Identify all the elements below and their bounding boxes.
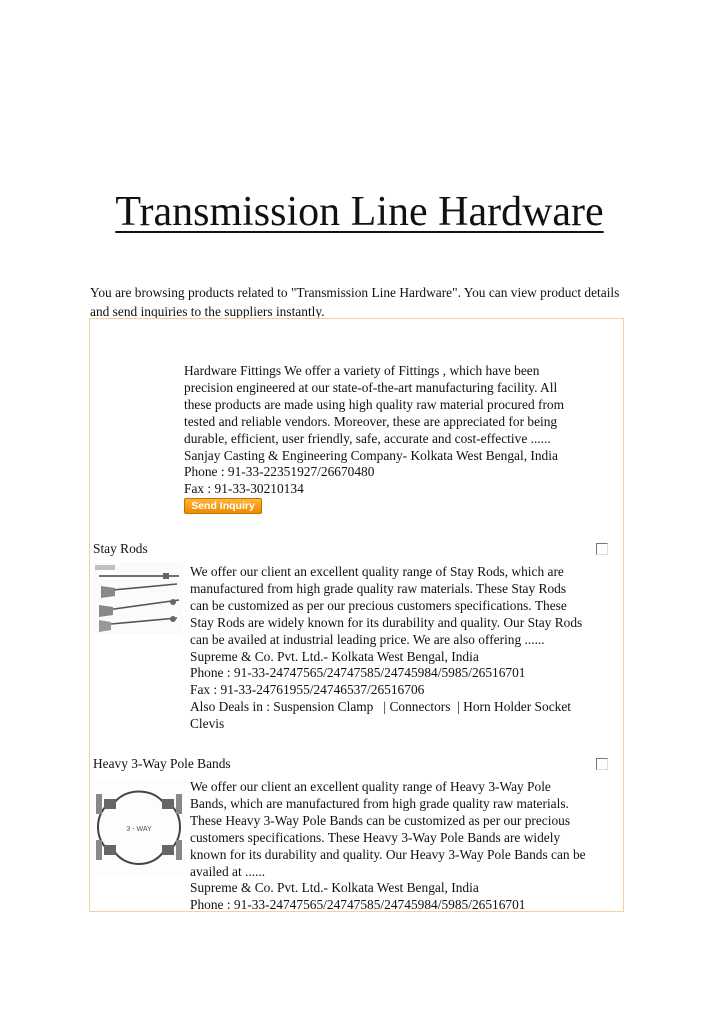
- description-line: Stay Rods are widely known for its durability and quality. Our Stay Rods: [190, 614, 583, 630]
- description-line: Hardware Fittings We offer a variety of Fittings , which have been: [184, 363, 540, 378]
- also-deals-in[interactable]: Also Deals in : Suspension Clamp | Connectors | Horn Holder Socket: [190, 699, 572, 715]
- supplier-name[interactable]: Supreme & Co. Pvt. Ltd.- Kolkata West Bengal, India: [190, 648, 479, 664]
- description-line: customers specifications. These Heavy 3-Way Pole Bands are widely: [190, 829, 561, 845]
- description-line: availed at ......: [190, 863, 266, 879]
- description-line: tested and reliable vendors. Moreover, these are appreciated for being: [184, 413, 558, 429]
- supplier-phone: Phone : 91-33-24747565/24747585/24745984/5985/26516701: [190, 897, 526, 913]
- supplier-name[interactable]: Sanjay Casting & Engineering Company- Kolkata West Bengal, India: [184, 447, 558, 463]
- supplier-phone: Phone : 91-33-22351927/26670480: [184, 464, 375, 480]
- select-checkbox-stay-rods[interactable]: [596, 543, 608, 555]
- product-title-stay-rods[interactable]: Stay Rods: [93, 541, 148, 556]
- image-label-3-way: 3 - WAY: [126, 826, 152, 833]
- supplier-fax: Fax : 91-33-24761955/24746537/26516706: [190, 682, 425, 698]
- select-checkbox-pole-bands[interactable]: [596, 758, 608, 770]
- pole-band-image[interactable]: [93, 779, 185, 877]
- send-inquiry-button[interactable]: Send Inquiry: [184, 498, 262, 514]
- product-title-pole-bands[interactable]: Heavy 3-Way Pole Bands: [93, 756, 231, 771]
- description-line: We offer our client an excellent quality range of Stay Rods, which are: [190, 564, 564, 579]
- supplier-phone: Phone : 91-33-24747565/24747585/24745984/5985/26516701: [190, 665, 526, 681]
- description-line: These Heavy 3-Way Pole Bands can be customized as per our precious: [190, 812, 571, 828]
- description-line: can be customized as per our precious customers specifications. These: [190, 597, 567, 613]
- listing-1-description: [184, 363, 564, 498]
- description-line: known for its durability and quality. Our Heavy 3-Way Pole Bands can be: [190, 846, 586, 862]
- listing-2-description: [190, 564, 582, 733]
- description-line: durable, efficient, user friendly, safe, accurate and cost-effective ......: [184, 430, 551, 446]
- page-title: Transmission Line Hardware: [115, 189, 604, 235]
- description-line: We offer our client an excellent quality range of Heavy 3-Way Pole: [190, 779, 551, 794]
- description-line: Bands, which are manufactured from high grade quality raw materials.: [190, 795, 569, 811]
- supplier-name[interactable]: Supreme & Co. Pvt. Ltd.- Kolkata West Bengal, India: [190, 880, 479, 896]
- listing-3-description: [190, 779, 586, 914]
- description-line: these products are made using high quality raw material procured from: [184, 396, 565, 412]
- description-line: manufactured from high grade quality raw materials. These Stay Rods: [190, 580, 567, 596]
- supplier-fax: Fax : 91-33-30210134: [184, 481, 304, 497]
- also-deals-in-continued[interactable]: Clevis: [190, 716, 225, 732]
- intro-text: You are browsing products related to "Transmission Line Hardware". You can view product details and send inquiries to the suppliers instantly.: [90, 285, 620, 319]
- description-line: can be availed at industrial leading price. We are also offering ......: [190, 631, 545, 647]
- description-line: precision engineered at our state-of-the-art manufacturing facility. All: [184, 379, 558, 395]
- stay-rods-image[interactable]: [93, 562, 183, 634]
